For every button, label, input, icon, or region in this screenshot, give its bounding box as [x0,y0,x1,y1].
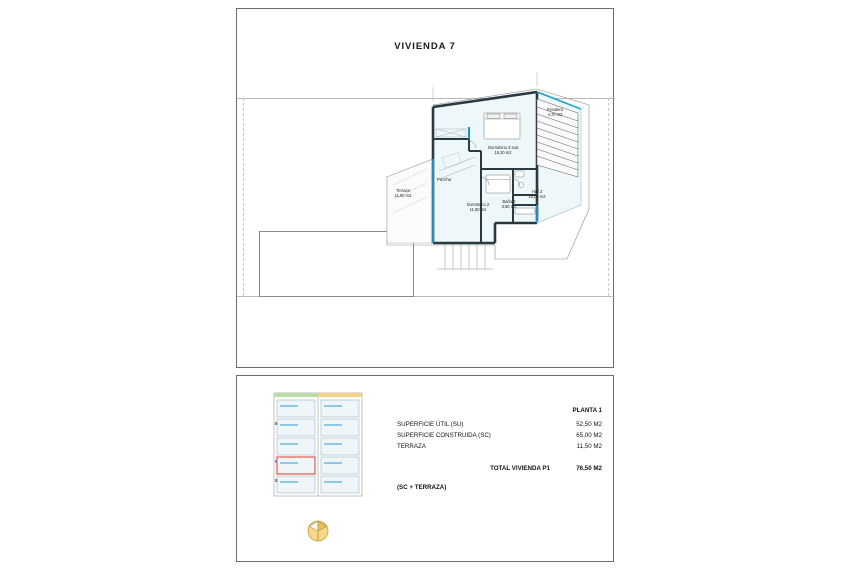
room-label-terraza: Terraza 11,50 m2 [394,188,412,199]
area-row-total: TOTAL VIVIENDA P1 76,50 M2 [490,465,602,472]
room-label-hall-2: Hall 2 10,00 m2 [528,189,546,200]
room-label-dormitorio-3: Dormitorio 3 suit 19,30 m2 [488,145,518,156]
room-label-bano-2: Baño 2 3,50 m2 [501,199,517,210]
legend-panel [236,375,614,562]
room-label-porche: Porche [436,177,452,182]
north-arrow-icon [305,518,331,544]
area-row-terraza: TERRAZA 11,50 M2 [397,443,602,450]
area-row-sc: SUPERFICIE CONSTRUIDA (SC) 65,00 M2 [397,432,602,439]
area-schedule-title: PLANTA 1 [572,407,602,414]
floor-plan-panel [236,8,614,368]
area-schedule [397,407,602,491]
key-plan-diagram [273,392,363,497]
room-label-dormitorio-2: Dormitorio 2 11,50 m2 [466,202,490,213]
sc-terraza-note: (SC + TERRAZA) [397,484,447,491]
room-label-escalera: Escalera 4,70 m2 [547,107,563,118]
area-row-su: SUPERFICIE ÚTIL (SU) 52,50 M2 [397,421,602,428]
page-title: VIVIENDA 7 [394,41,456,52]
